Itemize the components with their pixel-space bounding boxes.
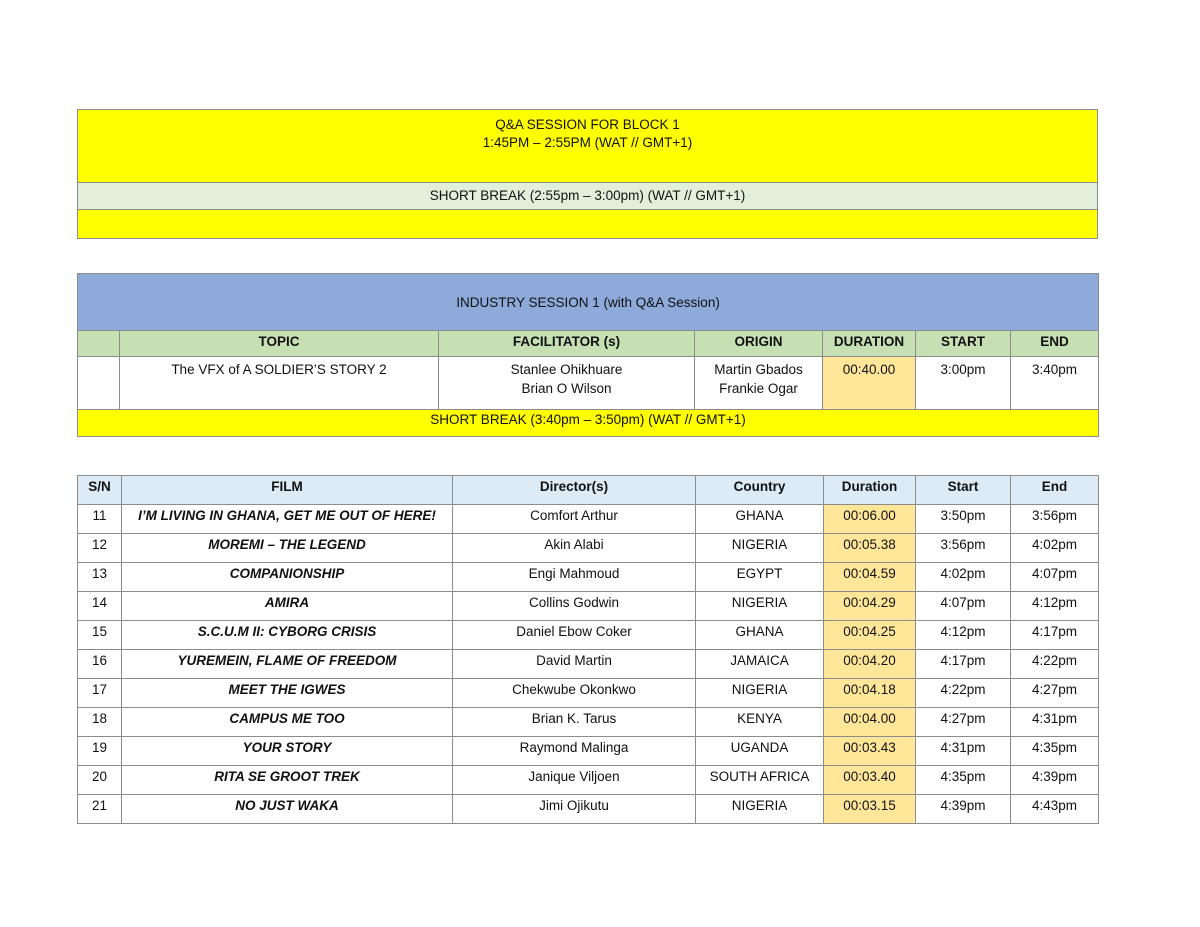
table-row	[78, 679, 1099, 708]
film-sn: 12	[78, 534, 122, 563]
film-duration: 00:04.25	[824, 621, 916, 650]
table-row	[78, 650, 1099, 679]
film-director: Collins Godwin	[453, 592, 696, 621]
film-start: 4:07pm	[916, 592, 1011, 621]
header-start: START	[916, 331, 1011, 357]
film-schedule-table	[77, 475, 1099, 824]
film-title: MEET THE IGWES	[122, 679, 453, 708]
origin-name: Martin Gbados	[714, 362, 803, 377]
header-sn: S/N	[78, 476, 122, 505]
film-title: COMPANIONSHIP	[122, 563, 453, 592]
film-start: 3:56pm	[916, 534, 1011, 563]
table-row	[78, 592, 1099, 621]
film-country: NIGERIA	[696, 795, 824, 824]
film-sn: 15	[78, 621, 122, 650]
film-start: 4:27pm	[916, 708, 1011, 737]
table-row	[78, 563, 1099, 592]
table-row	[78, 795, 1099, 824]
header-film: FILM	[122, 476, 453, 505]
short-break-2: SHORT BREAK (3:40pm – 3:50pm) (WAT // GMT+1)	[78, 410, 1099, 437]
film-country: NIGERIA	[696, 592, 824, 621]
session-duration: 00:40.00	[823, 357, 916, 410]
film-end: 3:56pm	[1011, 505, 1099, 534]
header-facilitator: FACILITATOR (s)	[439, 331, 695, 357]
film-sn: 17	[78, 679, 122, 708]
session-origin	[695, 357, 823, 410]
header-duration: Duration	[824, 476, 916, 505]
film-title: AMIRA	[122, 592, 453, 621]
industry-session-table	[77, 273, 1099, 437]
film-country: NIGERIA	[696, 534, 824, 563]
row-blank	[78, 357, 120, 410]
film-sn: 18	[78, 708, 122, 737]
film-country: UGANDA	[696, 737, 824, 766]
header-topic: TOPIC	[120, 331, 439, 357]
film-title: YOUR STORY	[122, 737, 453, 766]
industry-session-title: INDUSTRY SESSION 1 (with Q&A Session)	[78, 274, 1099, 331]
film-start: 4:31pm	[916, 737, 1011, 766]
yellow-spacer-row	[78, 210, 1098, 239]
film-sn: 19	[78, 737, 122, 766]
facilitator-name: Brian O Wilson	[521, 381, 612, 396]
film-end: 4:43pm	[1011, 795, 1099, 824]
origin-name: Frankie Ogar	[719, 381, 798, 396]
film-country: SOUTH AFRICA	[696, 766, 824, 795]
film-end: 4:22pm	[1011, 650, 1099, 679]
session-start: 3:00pm	[916, 357, 1011, 410]
film-sn: 21	[78, 795, 122, 824]
film-director: Janique Viljoen	[453, 766, 696, 795]
film-director: Brian K. Tarus	[453, 708, 696, 737]
film-start: 4:39pm	[916, 795, 1011, 824]
film-duration: 00:06.00	[824, 505, 916, 534]
header-country: Country	[696, 476, 824, 505]
film-country: GHANA	[696, 505, 824, 534]
film-title: RITA SE GROOT TREK	[122, 766, 453, 795]
film-end: 4:31pm	[1011, 708, 1099, 737]
film-title: YUREMEIN, FLAME OF FREEDOM	[122, 650, 453, 679]
film-sn: 20	[78, 766, 122, 795]
film-duration: 00:04.20	[824, 650, 916, 679]
film-end: 4:02pm	[1011, 534, 1099, 563]
film-director: Raymond Malinga	[453, 737, 696, 766]
film-start: 4:12pm	[916, 621, 1011, 650]
film-duration: 00:03.15	[824, 795, 916, 824]
film-title: CAMPUS ME TOO	[122, 708, 453, 737]
film-end: 4:07pm	[1011, 563, 1099, 592]
film-start: 4:17pm	[916, 650, 1011, 679]
qa-session-header	[78, 110, 1098, 183]
film-sn: 14	[78, 592, 122, 621]
film-end: 4:27pm	[1011, 679, 1099, 708]
film-title: I’M LIVING IN GHANA, GET ME OUT OF HERE!	[122, 505, 453, 534]
session-topic: The VFX of A SOLDIER’S STORY 2	[120, 357, 439, 410]
film-start: 4:35pm	[916, 766, 1011, 795]
film-country: JAMAICA	[696, 650, 824, 679]
film-duration: 00:04.00	[824, 708, 916, 737]
film-director: Comfort Arthur	[453, 505, 696, 534]
header-directors: Director(s)	[453, 476, 696, 505]
film-title: S.C.U.M II: CYBORG CRISIS	[122, 621, 453, 650]
film-end: 4:39pm	[1011, 766, 1099, 795]
header-blank	[78, 331, 120, 357]
table-row	[78, 534, 1099, 563]
film-director: Chekwube Okonkwo	[453, 679, 696, 708]
header-end: END	[1011, 331, 1099, 357]
film-country: NIGERIA	[696, 679, 824, 708]
film-end: 4:12pm	[1011, 592, 1099, 621]
film-country: GHANA	[696, 621, 824, 650]
film-duration: 00:03.43	[824, 737, 916, 766]
film-duration: 00:03.40	[824, 766, 916, 795]
film-duration: 00:04.29	[824, 592, 916, 621]
qa-session-time: 1:45PM – 2:55PM (WAT // GMT+1)	[482, 135, 693, 150]
table-row	[78, 621, 1099, 650]
film-sn: 11	[78, 505, 122, 534]
header-start: Start	[916, 476, 1011, 505]
short-break-1: SHORT BREAK (2:55pm – 3:00pm) (WAT // GMT+1)	[78, 183, 1098, 210]
film-country: EGYPT	[696, 563, 824, 592]
film-country: KENYA	[696, 708, 824, 737]
session-facilitators	[439, 357, 695, 410]
film-title: MOREMI – THE LEGEND	[122, 534, 453, 563]
film-start: 4:02pm	[916, 563, 1011, 592]
header-end: End	[1011, 476, 1099, 505]
film-sn: 13	[78, 563, 122, 592]
film-director: Jimi Ojikutu	[453, 795, 696, 824]
film-director: David Martin	[453, 650, 696, 679]
film-title: NO JUST WAKA	[122, 795, 453, 824]
film-start: 4:22pm	[916, 679, 1011, 708]
film-sn: 16	[78, 650, 122, 679]
table-row	[78, 766, 1099, 795]
table-row	[78, 737, 1099, 766]
session-end: 3:40pm	[1011, 357, 1099, 410]
film-end: 4:35pm	[1011, 737, 1099, 766]
film-duration: 00:04.18	[824, 679, 916, 708]
header-duration: DURATION	[823, 331, 916, 357]
film-director: Akin Alabi	[453, 534, 696, 563]
film-director: Engi Mahmoud	[453, 563, 696, 592]
header-origin: ORIGIN	[695, 331, 823, 357]
qa-session-title: Q&A SESSION FOR BLOCK 1	[495, 117, 680, 132]
film-duration: 00:04.59	[824, 563, 916, 592]
film-director: Daniel Ebow Coker	[453, 621, 696, 650]
table-row	[78, 708, 1099, 737]
table-row	[78, 505, 1099, 534]
film-start: 3:50pm	[916, 505, 1011, 534]
film-end: 4:17pm	[1011, 621, 1099, 650]
facilitator-name: Stanlee Ohikhuare	[510, 362, 623, 377]
qa-session-table	[77, 109, 1098, 239]
film-duration: 00:05.38	[824, 534, 916, 563]
